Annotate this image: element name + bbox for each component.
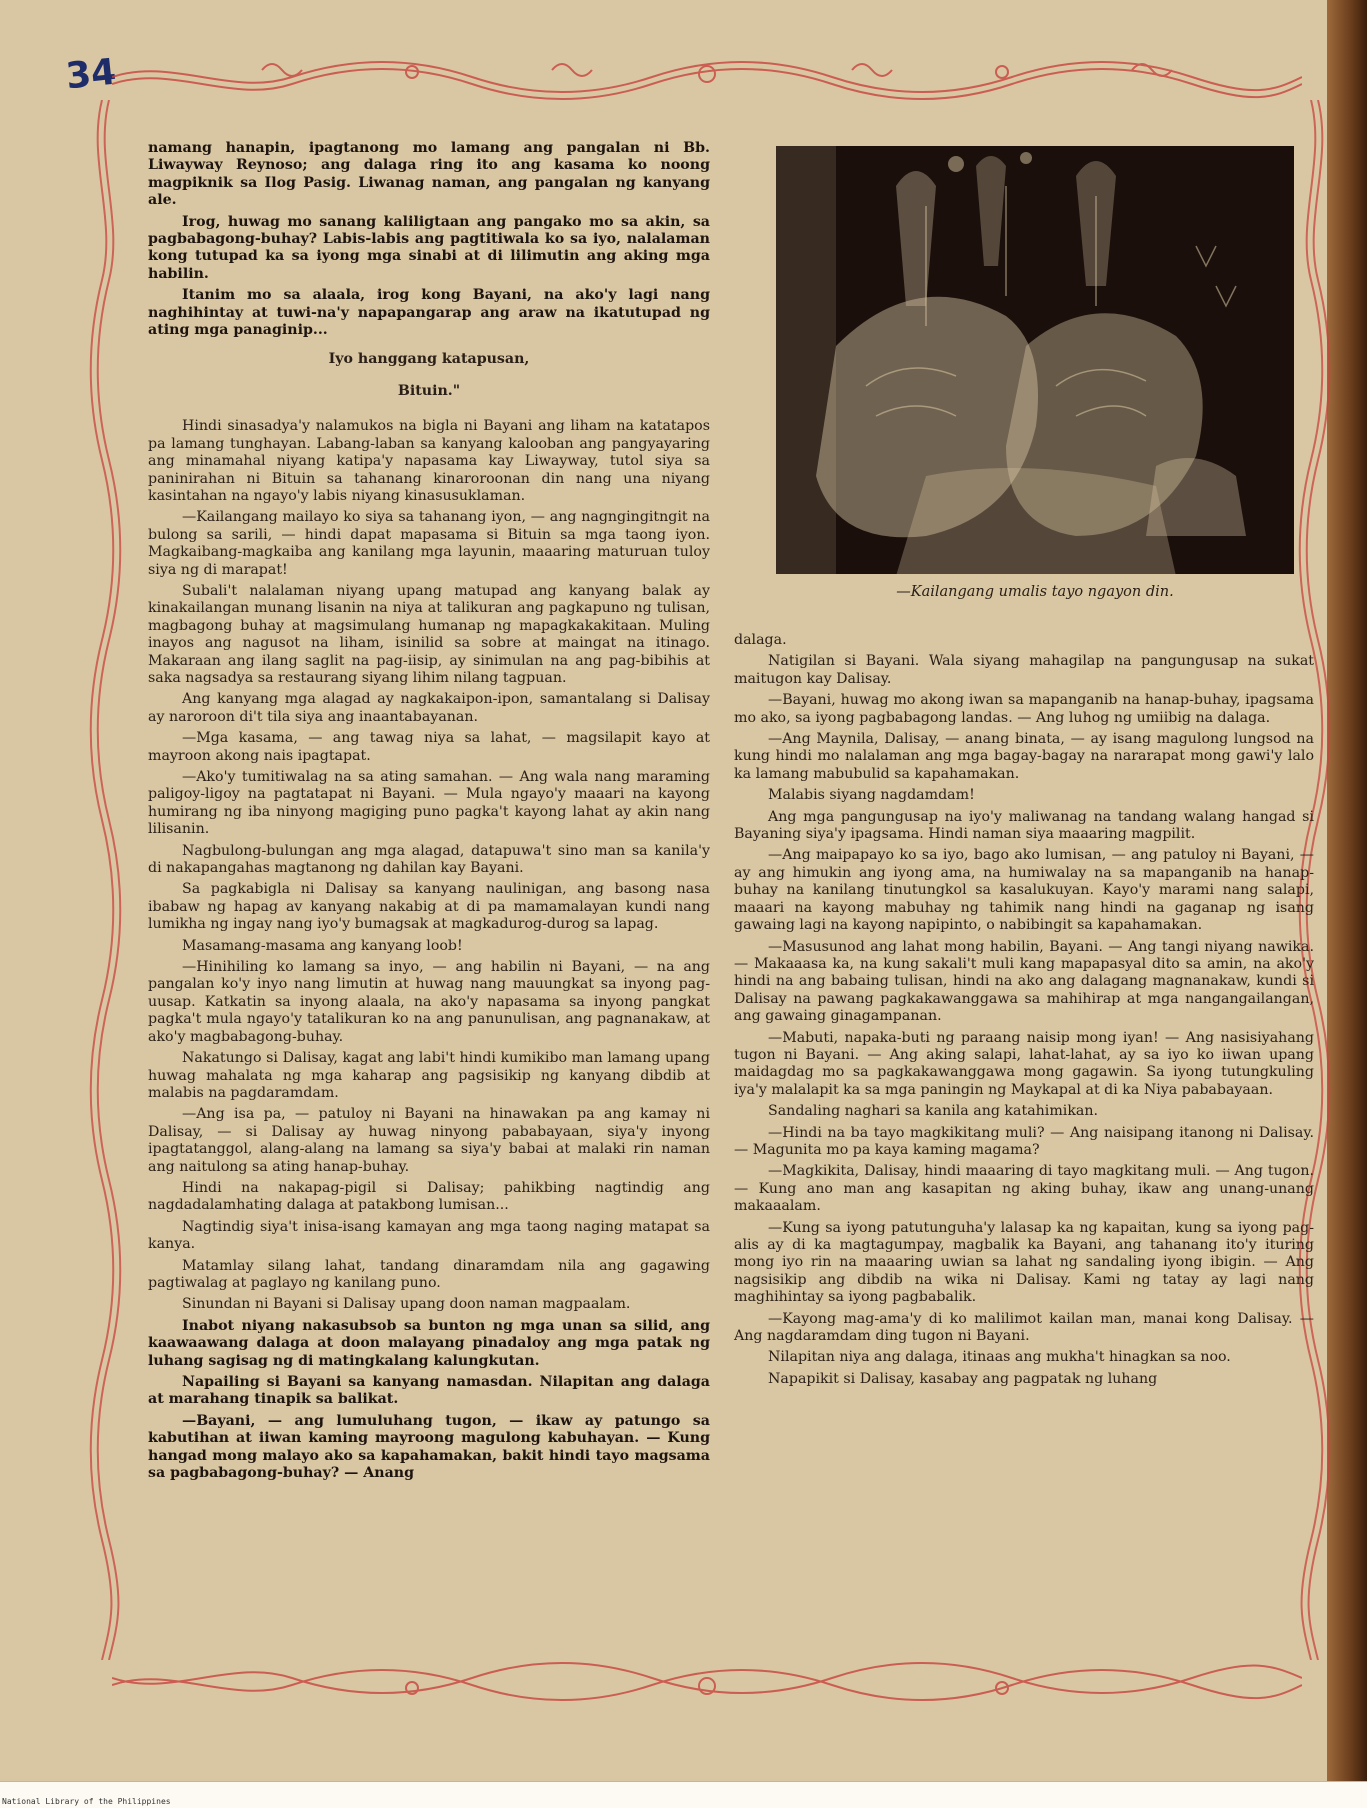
- left-column: [148, 140, 710, 1486]
- paragraph: —Ang maipapayo ko sa iyo, bago ako lumisan, — ang patuloy ni Bayani, — ay ang himukin ang iyong ama, na humiwalay na sa mapanganib na hanap-buhay na kanilang tinutungkol sa kasalukuyan. Kayo'y marami nang salapi, maaari na kayong mabuhay ng tahimik nang hindi na gaganap ng isang gawaing lagi na kayong napipinto, o nabibingit sa kapahamakan.: [734, 847, 1314, 934]
- paragraph: —Ang Maynila, Dalisay, — anang binata, — ay isang magulong lungsod na kung hindi mo nalalaman ang mga bagay-bagay na nararapat mong gawi'y lalo ka lamang mabubulid sa kapahamakan.: [734, 731, 1314, 782]
- paragraph: Hindi sinasadya'y nalamukos na bigla ni Bayani ang liham na katatapos pa lamang tunghayan. Labang-laban sa kanyang kalooban ang pangyayaring ang minamahal niyang katipa'y napasama kay Liwayway, tutol siya sa paninirahan ni Bituin sa tahanang kinaroroonan din nang una niyang kasintahan na ngayo'y labis niyang kinasusuklaman.: [148, 418, 710, 504]
- library-credit: National Library of the Philippines: [2, 1797, 171, 1806]
- paragraph: —Hindi na ba tayo magkikitang muli? — Ang naisipang itanong ni Dalisay. — Magunita mo pa kaya kaming magama?: [734, 1124, 1314, 1158]
- letter-signature: Bituin.": [397, 382, 461, 399]
- paragraph: —Mga kasama, — ang tawag niya sa lahat, — magsilapit kayo at mayroon akong nais ipagtapat.: [148, 730, 710, 764]
- paragraph: —Kung sa iyong patutunguha'y lalasap ka ng kapaitan, kung sa iyong pag-alis ay di ka magtagumpay, magbalik ka Bayani, ang tahanang ito'y ituring mong iyo rin na maaaring uwian sa lahat ng sandaling iyong ibigin. — Ang nagsisikip ang dibdib na wika ni Dalisay. Kami ng tatay ay lagi nang maghihintay sa iyong pagbabalik.: [734, 1219, 1314, 1306]
- paragraph: —Kayong mag-ama'y di ko malilimot kailan man, manai kong Dalisay. — Ang nagdaramdam ding tugon ni Bayani.: [734, 1310, 1314, 1345]
- illustration-caption: —Kailangang umalis tayo ngayon din.: [896, 584, 1174, 600]
- ornamental-border-bottom: [112, 1660, 1302, 1710]
- paragraph: Matamlay silang lahat, tandang dinaramdam nila ang gagawing pagtiwalag at paglayo ng kanilang puno.: [148, 1257, 710, 1291]
- paragraph: Itanim mo sa alaala, irog kong Bayani, na ako'y lagi nang naghihintay at tuwi-na'y napapangarap ang araw na ikatutupad ng ating mga panaginip...: [148, 287, 710, 339]
- paragraph: Nilapitan niya ang dalaga, itinaas ang mukha't hinagkan sa noo.: [768, 1349, 1231, 1366]
- paragraph: Napapikit si Dalisay, kasabay ang pagpatak ng luhang: [768, 1370, 1158, 1387]
- paragraph: Sandaling naghari sa kanila ang katahimikan.: [768, 1103, 1099, 1120]
- page-number: 34: [63, 51, 119, 98]
- paragraph: —Kailangang mailayo ko siya sa tahanang iyon, — ang nagngingitngit na bulong sa sarili, — hindi dapat mapasama si Bituin sa mga taong iyon. Magkaibang-magkaiba ang kanilang mga layunin, maaaring maturuan tuloy siya ng di marapat!: [148, 509, 710, 578]
- paragraph: Malabis siyang nagdamdam!: [768, 787, 975, 804]
- paragraph: Inabot niyang nakasubsob sa bunton ng mga unan sa silid, ang kaawaawang dalaga at doon malayang pinadaloy ang mga patak ng luhang sagisag ng di matingkalang kalungkutan.: [148, 1317, 710, 1369]
- paragraph: —Ang isa pa, — patuloy ni Bayani na hinawakan pa ang kamay ni Dalisay, — si Dalisay ay huwag ninyong pababayaan, siya'y inyong ipagtatanggol, alang-alang na lamang sa siya'y babai at malaki rin naman ang naitulong sa ating hanap-buhay.: [148, 1106, 710, 1175]
- paragraph: Irog, huwag mo sanang kaliligtaan ang pangako mo sa akin, sa pagbabagong-buhay? Labis-labis ang pagtitiwala ko sa iyo, nalalaman kong tutupad ka sa iyong mga sinabi at di lilimutin ang aking mga habilin.: [148, 213, 710, 282]
- paragraph: Sinundan ni Bayani si Dalisay upang doon naman magpaalam.: [182, 1296, 631, 1313]
- paragraph: Ang kanyang mga alagad ay nagkakaipon-ipon, samantalang si Dalisay ay naroroon di't tila siya ang inaantabayanan.: [148, 691, 710, 725]
- paragraph: Napailing si Bayani sa kanyang namasdan. Nilapitan ang dalaga at marahang tinapik sa balikat.: [148, 1374, 710, 1408]
- paragraph: Nagbulong-bulungan ang mga alagad, datapuwa't sino man sa kanila'y di nakapangahas magtanong ng dahilan kay Bayani.: [148, 842, 710, 877]
- paragraph: Natigilan si Bayani. Wala siyang mahagilap na pangungusap na sukat maitugon kay Dalisay.: [734, 653, 1314, 687]
- paragraph: dalaga.: [734, 632, 787, 648]
- right-column: [734, 632, 1314, 1392]
- ornamental-border-left: [82, 100, 122, 1660]
- paragraph: namang hanapin, ipagtanong mo lamang ang pangalan ni Bb. Liwayway Reynoso; ang dalaga ring ito ang kasama ko noong magpiknik sa Ilog Pasig. Liwanag naman, ang pangalan ng kanyang ale.: [148, 140, 710, 209]
- paragraph: Sa pagkabigla ni Dalisay sa kanyang naulinigan, ang basong nasa ibabaw ng hapag av kanyang nakabig at di pa mamamalayan kundi nang lumikha ng ingay nang iyo'y bumagsak at magkadurog-durog sa lapag.: [148, 881, 710, 933]
- paragraph: —Bayani, huwag mo akong iwan sa mapanganib na hanap-buhay, ipagsama mo ako, sa iyong pagbabagong landas. — Ang luhog ng umiibig na dalaga.: [734, 692, 1314, 726]
- scan-footer: [0, 1781, 1367, 1808]
- paragraph: —Magkikita, Dalisay, hindi maaaring di tayo magkitang muli. — Ang tugon. — Kung ano man ang kasapitan ng aking buhay, ikaw ang unang-unang makaaalam.: [734, 1163, 1314, 1215]
- paragraph: —Masusunod ang lahat mong habilin, Bayani. — Ang tangi niyang nawika. — Makaaasa ka, na kung sakali't muli kang mapapasyal dito sa amin, na ako'y hindi na ang babaing tulisan, hindi na ako ang dalagang magnanakaw, kundi si Dalisay na pawang pagkakawanggawa sa mahihirap at mga nangangailangan, ang gawaing ginagampanan.: [734, 938, 1314, 1025]
- paragraph: Masamang-masama ang kanyang loob!: [182, 937, 463, 954]
- paragraph: —Ako'y tumitiwalag na sa ating samahan. — Ang wala nang maraming paligoy-ligoy na pagtatapat ni Bayani. — Mula ngayo'y maaari na kayong humirang ng iba ninyong magiging puno pagka't kayong lahat ay akin nang lilisanin.: [148, 769, 710, 838]
- paragraph: Hindi na nakapag-pigil si Dalisay; pahikbing nagtindig ang nagdadalamhating dalaga at patakbong lumisan...: [148, 1179, 710, 1214]
- letter-closing: Iyo hanggang katapusan,: [328, 351, 530, 368]
- paragraph: Nagtindig siya't inisa-isang kamayan ang mga taong naging matapat sa kanya.: [148, 1218, 710, 1253]
- paragraph: —Mabuti, napaka-buti ng paraang naisip mong iyan! — Ang nasisiyahang tugon ni Bayani. — Ang aking salapi, lahat-lahat, ay sa iyo ko iiwan upang maidagdag mo sa pagkakawanggawa mong gagawin. Sa iyong tutungkuling iya'y malalapit ka sa mga paningin ng Maykapal at di ka Niya pababayaan.: [734, 1029, 1314, 1098]
- paragraph: Nakatungo si Dalisay, kagat ang labi't hindi kumikibo man lamang upang huwag mahalata ng mga kaharap ang pagsisikip ng kanyang dibdib at malabis na pagdaramdam.: [148, 1050, 710, 1101]
- story-illustration: [776, 146, 1294, 574]
- paragraph: —Hinihiling ko lamang sa inyo, — ang habilin ni Bayani, — na ang pangalan ko'y inyo nang limutin at huwag nang mauungkat sa inyong pag-uusap. Katkatin sa inyong alaala, na ako'y napasama sa inyong pangkat pagka't mula ngayo'y tatalikuran ko na ang panunulisan, ang pagnanakaw, at ako'y magbabagong-buhay.: [148, 959, 710, 1045]
- paragraph: —Bayani, — ang lumuluhang tugon, — ikaw ay patungo sa kabutihan at iiwan kaming mayroong magulong kabuhayan. — Kung hangad mong malayo ako sa kapahamakan, bakit hindi tayo magsama sa pagbabagong-buhay? — Anang: [148, 1412, 710, 1482]
- ornamental-border-top: [112, 52, 1302, 102]
- paragraph: Subali't nalalaman niyang upang matupad ang kanyang balak ay kinakailangan munang lisanin na niya at talikuran ang pagkapuno ng tulisan, magbagong buhay at magsimulang humanap ng mapagkakakitaan. Muling inayos ang nagusot na liham, isinilid sa sobre at maingat na itinago. Makaraan ang ilang saglit na pag-iisip, ay sinimulan na ang pag-bibihis at saka nagsadya sa restaurang siyang lihim nilang tagpuan.: [148, 582, 710, 686]
- paragraph: Ang mga pangungusap na iyo'y maliwanag na tandang walang hangad si Bayaning siya'y ipagsama. Hindi naman siya maaaring magpilit.: [734, 808, 1314, 843]
